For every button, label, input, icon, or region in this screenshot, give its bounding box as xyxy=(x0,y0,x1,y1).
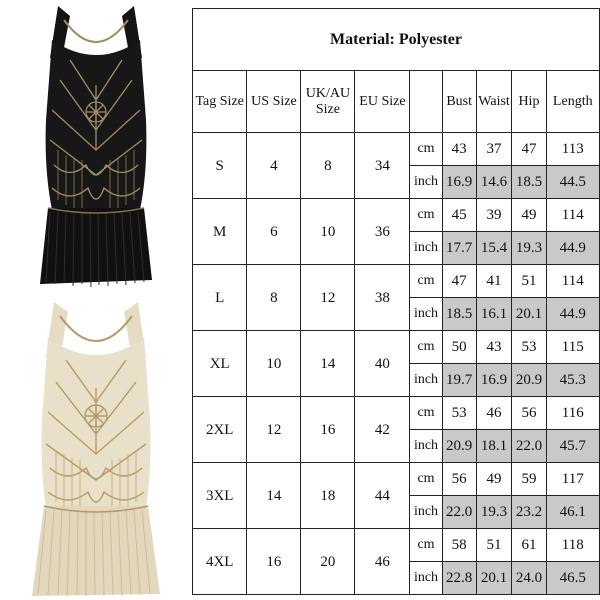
waist-cm-cell: 39 xyxy=(476,199,512,232)
hip-cm-cell: 49 xyxy=(512,199,546,232)
eu-size-cell: 42 xyxy=(355,397,410,463)
size-row-cm xyxy=(193,463,600,496)
unit-cm-cell: cm xyxy=(410,133,442,166)
tag-size-cell: S xyxy=(193,133,247,199)
eu-size-cell: 38 xyxy=(355,265,410,331)
waist-inch-cell: 20.1 xyxy=(476,562,512,595)
waist-inch-cell: 15.4 xyxy=(476,232,512,265)
uk-au-size-cell: 20 xyxy=(301,529,355,595)
waist-cm-cell: 41 xyxy=(476,265,512,298)
waist-cm-cell: 43 xyxy=(476,331,512,364)
black-dress-photo xyxy=(0,0,192,298)
eu-size-cell: 36 xyxy=(355,199,410,265)
bust-cm-cell: 43 xyxy=(442,133,476,166)
waist-inch-cell: 19.3 xyxy=(476,496,512,529)
size-row-cm xyxy=(193,331,600,364)
unit-cm-cell: cm xyxy=(410,199,442,232)
material-title: Material: Polyester xyxy=(193,9,600,71)
unit-cm-cell: cm xyxy=(410,397,442,430)
hip-cm-cell: 56 xyxy=(512,397,546,430)
unit-cm-cell: cm xyxy=(410,331,442,364)
size-row-cm xyxy=(193,397,600,430)
bust-cm-cell: 53 xyxy=(442,397,476,430)
eu-size-cell: 44 xyxy=(355,463,410,529)
us-size-cell: 16 xyxy=(247,529,301,595)
tag-size-cell: 4XL xyxy=(193,529,247,595)
bust-inch-cell: 17.7 xyxy=(442,232,476,265)
length-cm-cell: 114 xyxy=(546,199,599,232)
bust-cm-cell: 56 xyxy=(442,463,476,496)
tag-size-cell: L xyxy=(193,265,247,331)
hip-inch-cell: 24.0 xyxy=(512,562,546,595)
bust-cm-cell: 47 xyxy=(442,265,476,298)
product-photos xyxy=(0,0,192,600)
bust-inch-cell: 18.5 xyxy=(442,298,476,331)
hip-cm-cell: 61 xyxy=(512,529,546,562)
tag-size-cell: XL xyxy=(193,331,247,397)
hip-inch-cell: 18.5 xyxy=(512,166,546,199)
us-size-cell: 12 xyxy=(247,397,301,463)
length-inch-cell: 45.7 xyxy=(546,430,599,463)
size-row-cm xyxy=(193,133,600,166)
header-tag-size: Tag Size xyxy=(193,71,247,133)
header-length: Length xyxy=(546,71,599,133)
bust-inch-cell: 19.7 xyxy=(442,364,476,397)
length-cm-cell: 113 xyxy=(546,133,599,166)
header-bust: Bust xyxy=(442,71,476,133)
unit-inch-cell: inch xyxy=(410,562,442,595)
hip-inch-cell: 22.0 xyxy=(512,430,546,463)
length-inch-cell: 45.3 xyxy=(546,364,599,397)
length-cm-cell: 115 xyxy=(546,331,599,364)
eu-size-cell: 40 xyxy=(355,331,410,397)
uk-au-size-cell: 12 xyxy=(301,265,355,331)
unit-inch-cell: inch xyxy=(410,496,442,529)
bust-cm-cell: 58 xyxy=(442,529,476,562)
length-inch-cell: 46.5 xyxy=(546,562,599,595)
bust-inch-cell: 22.0 xyxy=(442,496,476,529)
hip-cm-cell: 59 xyxy=(512,463,546,496)
title-row xyxy=(193,9,600,71)
bust-cm-cell: 45 xyxy=(442,199,476,232)
unit-inch-cell: inch xyxy=(410,166,442,199)
waist-inch-cell: 16.9 xyxy=(476,364,512,397)
waist-inch-cell: 16.1 xyxy=(476,298,512,331)
eu-size-cell: 46 xyxy=(355,529,410,595)
unit-inch-cell: inch xyxy=(410,232,442,265)
header-row xyxy=(193,71,600,133)
unit-cm-cell: cm xyxy=(410,529,442,562)
unit-inch-cell: inch xyxy=(410,298,442,331)
uk-au-size-cell: 16 xyxy=(301,397,355,463)
uk-au-size-cell: 14 xyxy=(301,331,355,397)
header-unit-blank xyxy=(410,71,442,133)
header-uk-au-size: UK/AU Size xyxy=(301,71,355,133)
waist-cm-cell: 49 xyxy=(476,463,512,496)
unit-inch-cell: inch xyxy=(410,430,442,463)
bust-cm-cell: 50 xyxy=(442,331,476,364)
length-cm-cell: 117 xyxy=(546,463,599,496)
size-row-cm xyxy=(193,265,600,298)
length-inch-cell: 44.9 xyxy=(546,298,599,331)
us-size-cell: 6 xyxy=(247,199,301,265)
hip-inch-cell: 20.9 xyxy=(512,364,546,397)
length-inch-cell: 44.5 xyxy=(546,166,599,199)
header-waist: Waist xyxy=(476,71,512,133)
length-cm-cell: 116 xyxy=(546,397,599,430)
unit-cm-cell: cm xyxy=(410,463,442,496)
bust-inch-cell: 20.9 xyxy=(442,430,476,463)
length-inch-cell: 46.1 xyxy=(546,496,599,529)
us-size-cell: 8 xyxy=(247,265,301,331)
length-inch-cell: 44.9 xyxy=(546,232,599,265)
size-row-cm xyxy=(193,529,600,562)
tag-size-cell: 3XL xyxy=(193,463,247,529)
unit-cm-cell: cm xyxy=(410,265,442,298)
size-row-cm xyxy=(193,199,600,232)
hip-inch-cell: 19.3 xyxy=(512,232,546,265)
cream-dress-photo xyxy=(0,298,192,600)
size-chart xyxy=(192,8,600,595)
us-size-cell: 14 xyxy=(247,463,301,529)
us-size-cell: 4 xyxy=(247,133,301,199)
header-hip: Hip xyxy=(512,71,546,133)
bust-inch-cell: 22.8 xyxy=(442,562,476,595)
eu-size-cell: 34 xyxy=(355,133,410,199)
hip-inch-cell: 23.2 xyxy=(512,496,546,529)
tag-size-cell: M xyxy=(193,199,247,265)
unit-inch-cell: inch xyxy=(410,364,442,397)
length-cm-cell: 114 xyxy=(546,265,599,298)
size-chart-table xyxy=(192,8,600,595)
header-us-size: US Size xyxy=(247,71,301,133)
hip-cm-cell: 47 xyxy=(512,133,546,166)
us-size-cell: 10 xyxy=(247,331,301,397)
header-eu-size: EU Size xyxy=(355,71,410,133)
hip-cm-cell: 53 xyxy=(512,331,546,364)
uk-au-size-cell: 18 xyxy=(301,463,355,529)
waist-cm-cell: 37 xyxy=(476,133,512,166)
waist-cm-cell: 46 xyxy=(476,397,512,430)
waist-inch-cell: 14.6 xyxy=(476,166,512,199)
bust-inch-cell: 16.9 xyxy=(442,166,476,199)
hip-cm-cell: 51 xyxy=(512,265,546,298)
waist-cm-cell: 51 xyxy=(476,529,512,562)
length-cm-cell: 118 xyxy=(546,529,599,562)
tag-size-cell: 2XL xyxy=(193,397,247,463)
waist-inch-cell: 18.1 xyxy=(476,430,512,463)
uk-au-size-cell: 10 xyxy=(301,199,355,265)
uk-au-size-cell: 8 xyxy=(301,133,355,199)
hip-inch-cell: 20.1 xyxy=(512,298,546,331)
